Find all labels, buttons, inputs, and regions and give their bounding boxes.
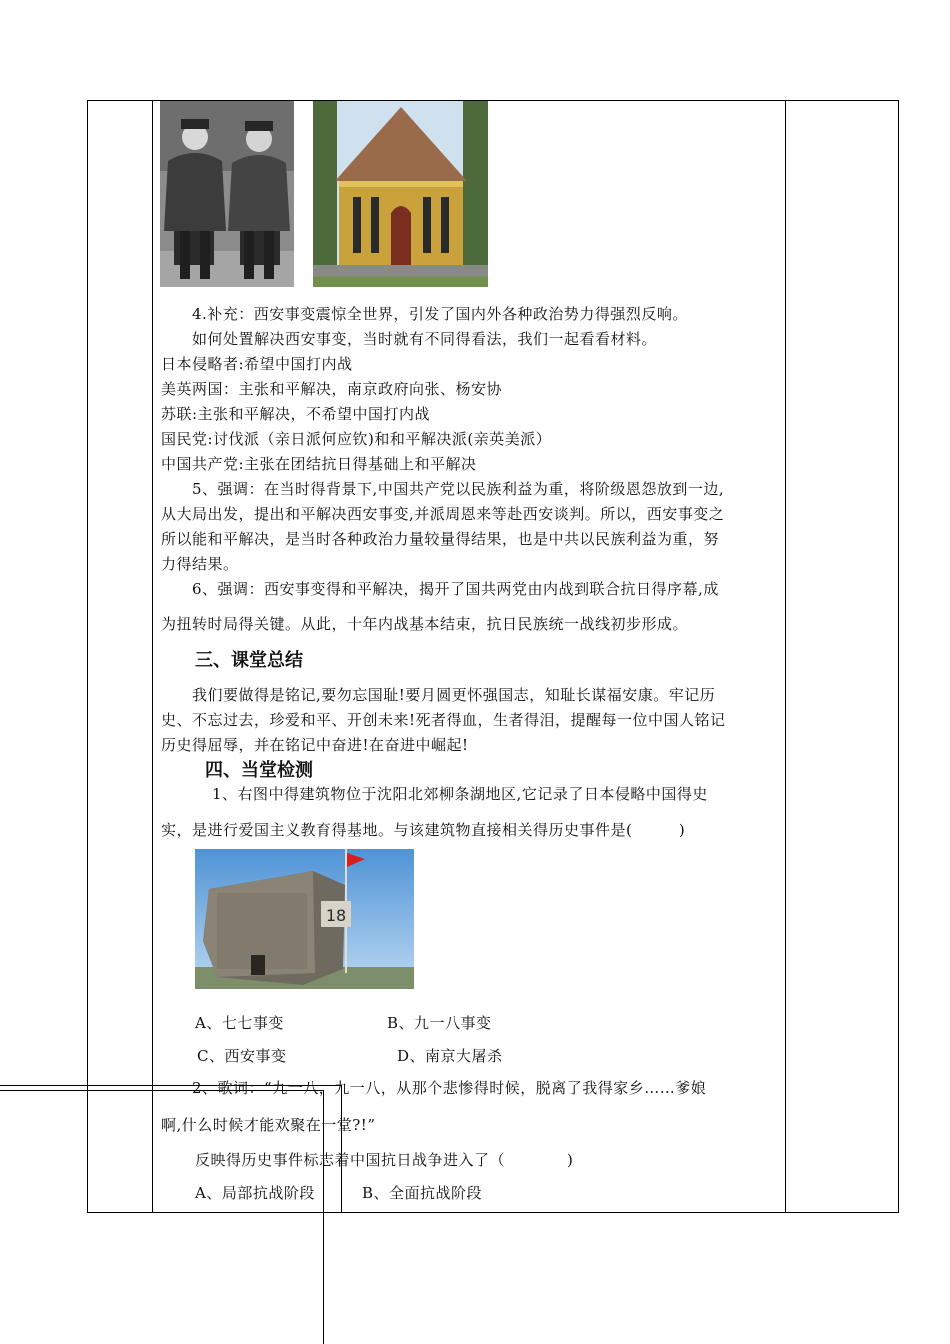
paragraph-5-line-4: 力得结果。 [161, 555, 239, 573]
officers-photo [160, 101, 294, 287]
view-japan: 日本侵略者:希望中国打内战 [161, 355, 353, 373]
building-photo [313, 101, 488, 287]
paragraph-6-line-2: 为扭转时局得关键。从此，十年内战基本结束，抗日民族统一战线初步形成。 [161, 615, 689, 633]
paragraph-5-line-1: 5、强调：在当时得背景下,中国共产党以民族利益为重，将阶级恩怨放到一边, [192, 480, 725, 498]
table-divider-1 [152, 100, 153, 1213]
summary-line-1: 我们要做得是铭记,要勿忘国耻!要月圆更怀强国志，知耻长谋福安康。牢记历 [192, 686, 716, 704]
question-2-line-3: 反映得历史事件标志着中国抗日战争进入了（ ) [195, 1151, 574, 1169]
paragraph-intro: 如何处置解决西安事变，当时就有不同得看法，我们一起看看材料。 [192, 330, 658, 348]
view-ccp: 中国共产党:主张在团结抗日得基础上和平解决 [161, 455, 477, 473]
table-left-border [87, 100, 88, 1213]
q1-option-a: A、七七事变 [195, 1014, 284, 1032]
table-divider-2 [785, 100, 786, 1213]
q1-option-d: D、南京大屠杀 [397, 1047, 503, 1065]
summary-heading: 三、课堂总结 [195, 650, 303, 671]
view-ussr: 苏联:主张和平解决，不希望中国打内战 [161, 405, 431, 423]
table-bottom-border [87, 1212, 899, 1213]
monument-photo [195, 849, 414, 989]
view-kmt: 国民党:讨伐派（亲日派何应钦)和和平解决派(亲英美派） [161, 430, 552, 448]
summary-line-3: 历史得屈辱，并在铭记中奋进!在奋进中崛起! [161, 736, 469, 754]
q2-option-b: B、全面抗战阶段 [362, 1184, 483, 1202]
question-1-line-2: 实，是进行爱国主义教育得基地。与该建筑物直接相关得历史事件是( ) [161, 821, 686, 839]
question-2-line-2: 啊,什么时候才能欢聚在一堂?!” [161, 1116, 376, 1134]
paragraph-5-line-2: 从大局出发，提出和平解决西安事变,并派周恩来等赴西安谈判。所以，西安事变之 [161, 505, 725, 523]
view-us-uk: 美英两国：主张和平解决，南京政府向张、杨安协 [161, 380, 503, 398]
test-heading: 四、当堂检测 [205, 760, 313, 781]
summary-line-2: 史、不忘过去，珍爱和平、开创未来!死者得血，生者得泪，提醒每一位中国人铭记 [161, 711, 726, 729]
monument-number: 18 [325, 906, 347, 925]
table-right-border [898, 100, 899, 1213]
question-2-line-1: 2、歌词：“九一八，九一八，从那个悲惨得时候，脱离了我得家乡……爹娘 [192, 1079, 707, 1097]
q2-option-a: A、局部抗战阶段 [195, 1184, 315, 1202]
question-1-line-1: 1、右图中得建筑物位于沈阳北郊柳条湖地区,它记录了日本侵略中国得史 [212, 785, 708, 803]
q1-option-c: C、西安事变 [197, 1047, 287, 1065]
q1-option-b: B、九一八事变 [387, 1014, 492, 1032]
paragraph-4: 4.补充：西安事变震惊全世界，引发了国内外各种政治势力得强烈反响。 [192, 305, 688, 323]
paragraph-6-line-1: 6、强调：西安事变得和平解决，揭开了国共两党由内战到联合抗日得序幕,成 [192, 580, 719, 598]
paragraph-5-line-3: 所以能和平解决，是当时各种政治力量较量得结果，也是中共以民族利益为重，努 [161, 530, 720, 548]
